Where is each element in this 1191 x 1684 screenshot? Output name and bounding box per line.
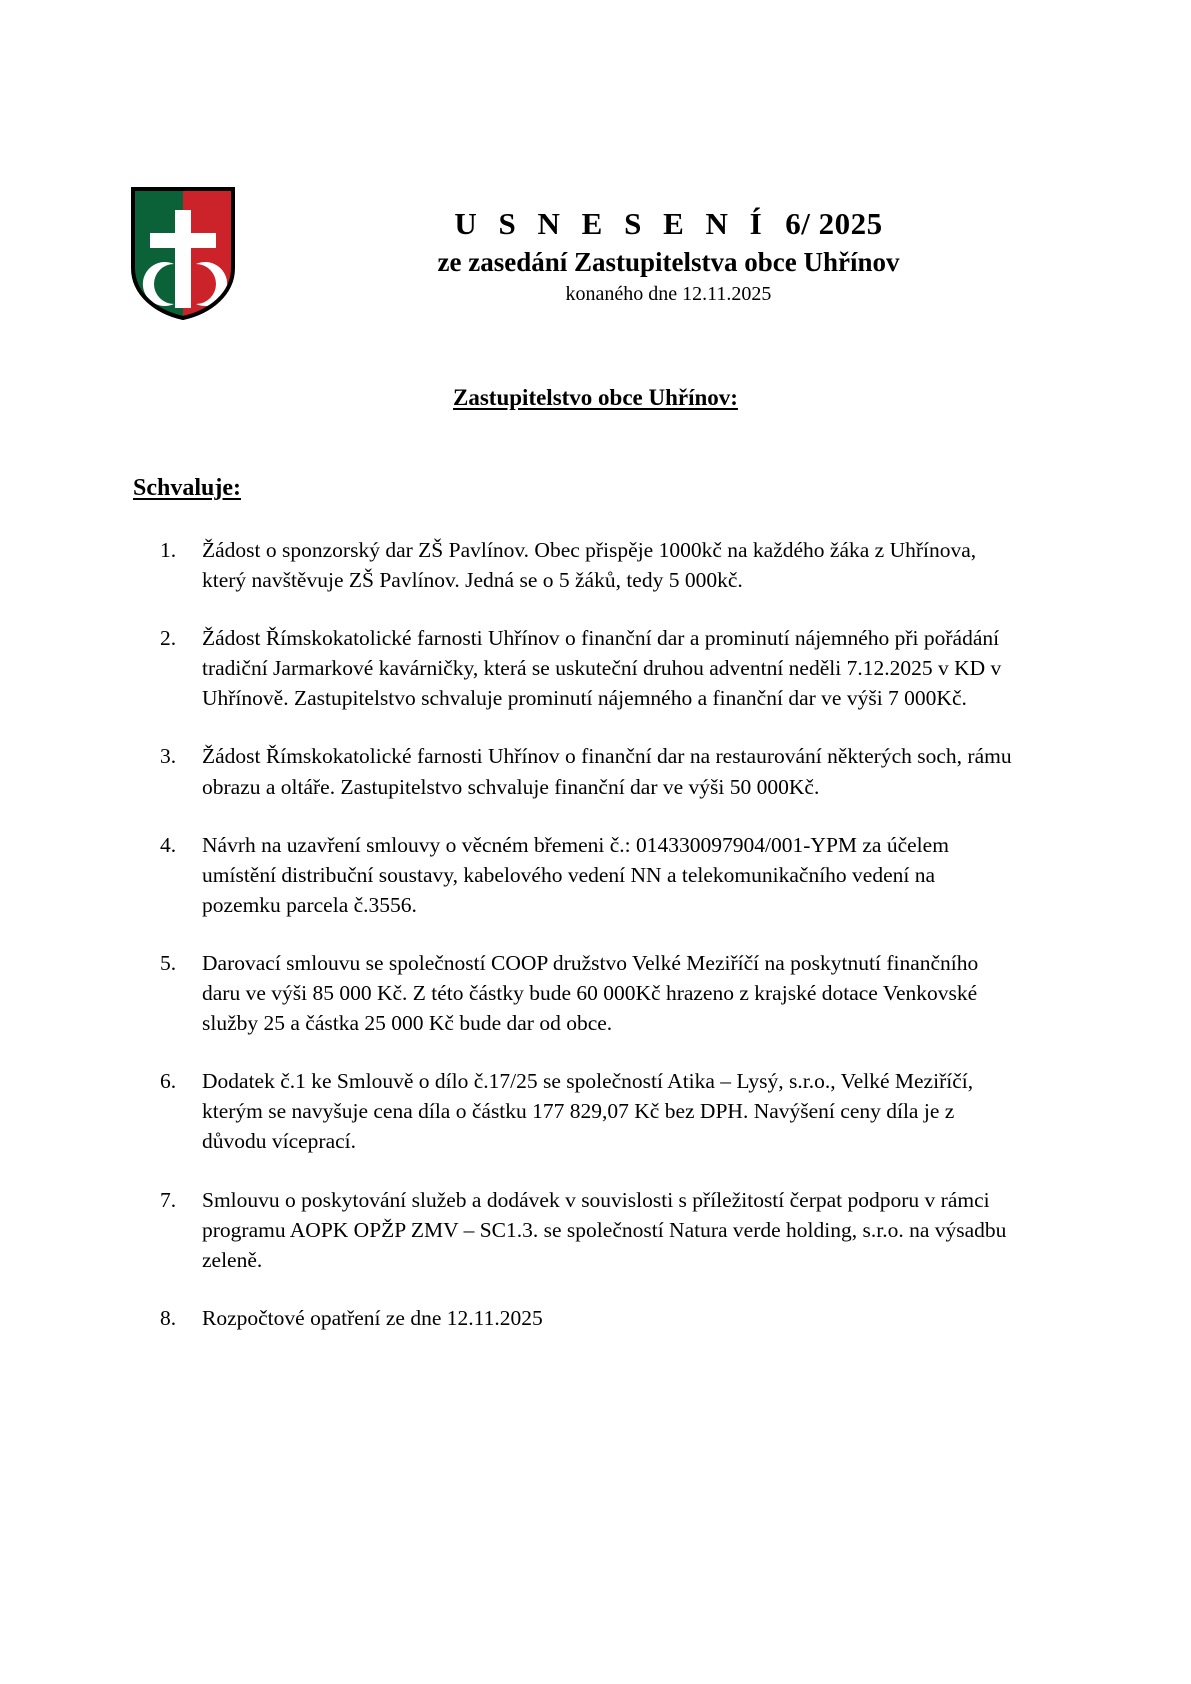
list-item-text: Rozpočtové opatření ze dne 12.11.2025 <box>202 1305 543 1330</box>
list-item-number: 5. <box>160 950 177 975</box>
list-item <box>133 948 1013 1038</box>
list-item-number: 4. <box>160 832 177 857</box>
list-item-text: Návrh na uzavření smlouvy o věcném břemeni č.: 014330097904/001-YPM za účelem umístění distribuční soustavy, kabelového vedení NN a telekomunikačního vedení na pozemku parcela č.3556. <box>202 832 949 917</box>
page-subtitle: ze zasedání Zastupitelstva obce Uhřínov <box>437 246 900 277</box>
list-item-text: Smlouvu o poskytování služeb a dodávek v souvislosti s příležitostí čerpat podporu v rámci programu AOPK OPŽP ZMV – SC1.3. se společností Natura verde holding, s.r.o. na výsadbu zeleně. <box>202 1187 1007 1272</box>
list-item <box>133 830 1013 920</box>
list-item-number: 3. <box>160 744 177 769</box>
list-item <box>133 1303 1013 1333</box>
list-item-number: 1. <box>160 538 177 562</box>
list-item <box>133 623 1013 713</box>
section-heading-text: Schvaluje: <box>133 475 241 501</box>
list-item <box>133 535 1013 595</box>
page-title <box>236 206 1101 242</box>
page-title-number: 6/ 2025 <box>785 206 883 241</box>
list-item-number: 2. <box>160 626 177 651</box>
section-heading-approves <box>133 475 241 502</box>
list-item <box>133 1185 1013 1275</box>
list-item <box>133 1066 1013 1156</box>
list-item-number: 7. <box>160 1187 177 1212</box>
list-item-text: Darovací smlouvu se společností COOP družstvo Velké Meziříčí na poskytnutí finančního daru ve výši 85 000 Kč. Z této částky bude 60 000Kč hrazeno z krajské dotace Venkovské služby 25 a částka 25 000 Kč bude dar od obce. <box>202 950 979 1036</box>
resolution-list <box>133 535 1013 1361</box>
list-item <box>133 741 1013 801</box>
list-item-text: Žádost o sponzorský dar ZŠ Pavlínov. Obec přispěje 1000kč na každého žáka z Uhřínova, který navštěvuje ZŠ Pavlínov. Jedná se o 5 žáků, tedy 5 000kč. <box>202 538 977 593</box>
meeting-date: konaného dne 12.11.2025 <box>565 283 772 306</box>
coat-of-arms-icon <box>130 186 236 321</box>
list-item-number: 6. <box>160 1069 177 1094</box>
title-block <box>236 206 1101 306</box>
page-title-word: U S N E S E N Í <box>454 206 769 241</box>
list-item-number: 8. <box>160 1305 177 1330</box>
list-item-text: Žádost Římskokatolické farnosti Uhřínov o finanční dar a prominutí nájemného při pořádání tradiční Jarmarkové kavárničky, která se uskuteční druhou adventní neděli 7.12.2025 v KD v Uhřínově. Zastupitelstvo schvaluje prominutí nájemného a finanční dar ve výši 7 000Kč. <box>202 626 1002 711</box>
document-header <box>0 178 1191 328</box>
council-heading-text: Zastupitelstvo obce Uhřínov: <box>453 385 738 410</box>
list-item-text: Dodatek č.1 ke Smlouvě o dílo č.17/25 se společností Atika – Lysý, s.r.o., Velké Meziříčí, kterým se navyšuje cena díla o částku 177 829,07 Kč bez DPH. Navýšení ceny díla je z důvodu víceprací. <box>202 1069 974 1154</box>
list-item-text: Žádost Římskokatolické farnosti Uhřínov o finanční dar na restaurování některých soch, rámu obrazu a oltáře. Zastupitelstvo schvaluje finanční dar ve výši 50 000Kč. <box>202 744 1012 799</box>
council-heading <box>0 385 1191 411</box>
